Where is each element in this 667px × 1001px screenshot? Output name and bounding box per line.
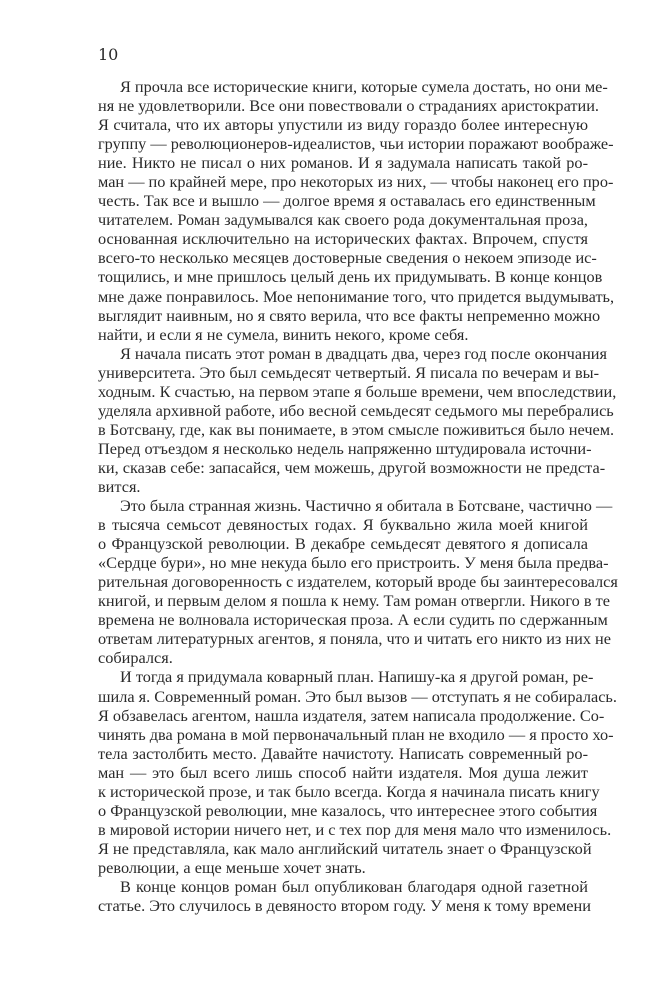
text-line: шила я. Современный роман. Это был вызов — отступать я не собиралась. (98, 686, 617, 706)
paragraph (98, 496, 618, 668)
text-line: ман — это был всего лишь способ найти издателя. Моя душа лежит (98, 762, 588, 782)
text-line: вится. (98, 476, 141, 496)
text-line: уделяла архивной работе, ибо весной семьдесят седьмого мы перебрались (98, 400, 614, 420)
text-line: Я прочла все исторические книги, которые сумела достать, но они ме- (120, 77, 608, 96)
text-line: университета. Это был семьдесят четвертый. Я писала по вечерам и вы- (98, 362, 600, 382)
text-line: ки, сказав себе: запасайся, чем можешь, другой возможности не предста- (98, 457, 606, 477)
text-line: ние. Никто не писал о них романов. И я задумала написать такой ро- (98, 153, 588, 173)
text-line: Я не представляла, как мало английский читатель знает о Французской (98, 838, 592, 858)
text-line: И тогда я придумала коварный план. Напишу-ка я другой роман, ре- (120, 667, 594, 687)
paragraph (98, 77, 615, 344)
text-line: ответам литературных агентов, я поняла, что и читать его никто из них не (98, 629, 611, 649)
text-line: статье. Это случилось в девяносто втором году. У меня к тому времени (98, 896, 591, 916)
text-line: выглядит наивным, но я свято верила, что все факты непременно можно (98, 305, 601, 325)
text-line: читателем. Роман задумывался как своего рода документальная проза, (98, 210, 588, 230)
text-line: времена не волновала историческая проза. А если судить по сдержанным (98, 610, 608, 630)
text-line: мне даже понравилось. Мое непонимание того, что придется выдумывать, (98, 286, 615, 306)
paragraph (98, 876, 591, 916)
paragraph (98, 343, 617, 496)
text-line: в мировой истории ничего нет, и с тех пор для меня мало что изменилось. (98, 819, 612, 839)
text-line: ня не удовлетворили. Все они повествовали о страданиях аристократии. (98, 96, 599, 116)
text-line: Я начала писать этот роман в двадцать два, через год после окончания (120, 343, 608, 363)
text-line: о Французской революции, мне казалось, что интереснее этого события (98, 800, 598, 820)
body-text (98, 77, 618, 916)
text-line: чинять два романа в мой первоначальный план не входило — я просто хо- (98, 724, 614, 744)
page-number: 10 (98, 45, 119, 64)
text-line: Я обзавелась агентом, нашла издателя, затем написала продолжение. Со- (98, 705, 605, 725)
text-line: всего-то несколько месяцев достоверные сведения о некоем эпизоде ис- (98, 248, 597, 268)
text-line: ман — по крайней мере, про некоторых из них, — чтобы наконец его про- (98, 172, 614, 192)
paragraph (98, 667, 617, 877)
text-line: тощились, и мне пришлось целый день их придумывать. В конце концов (98, 267, 603, 287)
text-line: основанная исключительно на исторических фактах. Впрочем, спустя (98, 229, 588, 249)
text-line: книгой, и первым делом я пошла к нему. Там роман отвергли. Никого в те (98, 591, 610, 611)
text-line: честь. Так все и вышло — долгое время я оставалась его единственным (98, 191, 596, 211)
text-line: Перед отъездом я несколько недель напряженно штудировала источни- (98, 438, 592, 458)
text-line: В конце концов роман был опубликован благодаря одной газетной (120, 876, 588, 896)
text-line: к исторической прозе, и так было всегда. Когда я начинала писать книгу (98, 781, 600, 801)
text-line: ходным. К счастью, на первом этапе я больше времени, чем впоследствии, (98, 381, 617, 401)
text-line: о Французской революции. В декабре семьдесят девятого я дописала (98, 534, 588, 554)
text-line: Я считала, что их авторы упустили из виду гораздо более интересную (98, 115, 588, 135)
text-line: революции, а еще меньше хочет знать. (98, 857, 366, 877)
text-line: «Сердце бури», но мне некуда было его пристроить. У меня была предва- (98, 553, 609, 573)
text-line: в тысяча семьсот девяностых годах. Я буквально жила моей книгой (98, 515, 588, 535)
text-line: группу — революционеров-идеалистов, чьи истории поражают воображе- (98, 134, 614, 154)
text-line: найти, и если я не сумела, винить некого, кроме себя. (98, 324, 469, 344)
text-line: собирался. (98, 648, 173, 668)
text-line: тела застолбить место. Давайте начистоту. Написать современный ро- (98, 743, 588, 763)
text-line: в Ботсвану, где, как вы понимаете, в этом смысле поживиться было нечем. (98, 419, 615, 439)
text-line: Это была странная жизнь. Частично я обитала в Ботсване, частично — (120, 496, 613, 516)
text-line: рительная договоренность с издателем, который вроде бы заинтересовался (98, 572, 618, 592)
